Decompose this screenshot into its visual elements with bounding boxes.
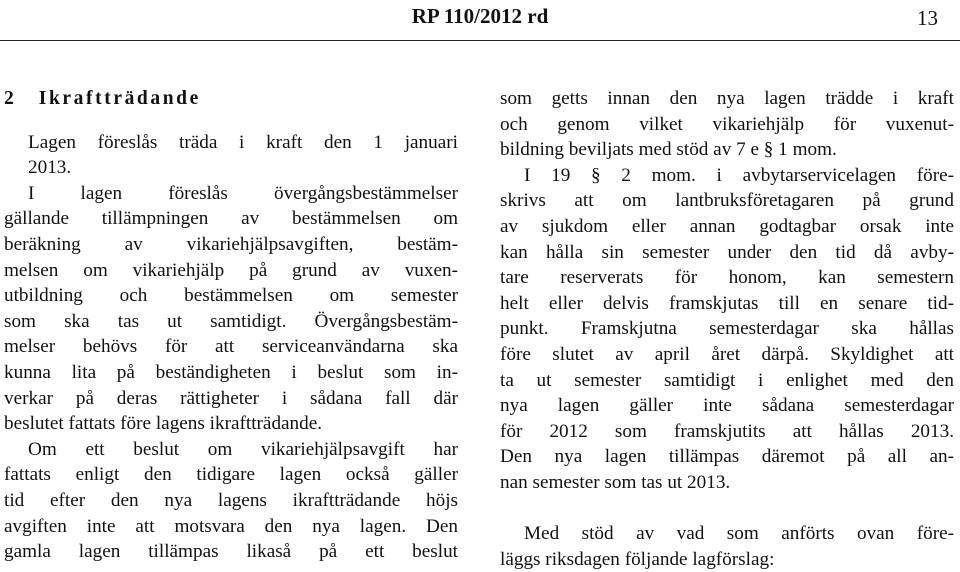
section-title: Ikraftträdande [38, 88, 201, 109]
paragraph-line: avgiften inte att motsvara den nya lagen. Den [4, 515, 458, 537]
paragraph-line: beräkning av vikariehjälpsavgiften, bestäm- [4, 233, 458, 255]
paragraph-line: Om ett beslut om vikariehjälpsavgift har [28, 438, 458, 460]
paragraph-line: nan semester som tas ut 2013. [500, 471, 731, 493]
paragraph-line: Lagen föreslås träda i kraft den 1 januari [28, 131, 458, 153]
paragraph-line: av sjukdom eller annan godtagbar orsak inte [500, 215, 954, 237]
paragraph-line: fattats enligt den tidigare lagen också gäller [4, 464, 458, 486]
paragraph-line: utbildning och bestämmelsen om semester [4, 285, 458, 307]
section-heading [4, 86, 458, 112]
paragraph-line: melser behövs för att serviceanvändarna ska [4, 336, 458, 358]
spacer [4, 112, 458, 130]
spacer [500, 496, 954, 522]
paragraph-line: och genom vilket vikariehjälp för vuxenut- [500, 113, 954, 135]
paragraph-line: nya lagen gäller inte sådana semesterdagar [500, 395, 954, 417]
page-number: 13 [917, 6, 938, 30]
paragraph-line: kan hålla sin semester under den tid då avby- [500, 241, 954, 263]
left-column [4, 86, 458, 565]
paragraph-line: beslutet fattats före lagens ikraftträdande. [4, 413, 323, 435]
paragraph-line: bildning beviljats med stöd av 7 e § 1 mom. [500, 139, 837, 161]
paragraph-line: melsen om vikariehjälp på grund av vuxen- [4, 259, 458, 281]
paragraph-line: som ska tas ut samtidigt. Övergångsbestäm- [4, 310, 458, 332]
document-title: RP 110/2012 rd [411, 4, 549, 28]
paragraph-line: helt eller delvis framskjutas till en senare tid- [500, 292, 954, 314]
paragraph-line: Den nya lagen tillämpas däremot på all an- [500, 446, 954, 468]
paragraph-line: I lagen föreslås övergångsbestämmelser [28, 182, 458, 204]
closing-line: läggs riksdagen följande lagförslag: [500, 548, 775, 570]
paragraph-line: som getts innan den nya lagen trädde i kraft [500, 88, 954, 109]
section-number: 2 [4, 88, 17, 109]
paragraph-line: tid efter den nya lagens ikraftträdande höjs [4, 489, 458, 511]
paragraph-line: gällande tillämpningen av bestämmelsen om [4, 208, 458, 230]
paragraph-line: 2013. [28, 157, 72, 179]
right-column [500, 86, 954, 572]
paragraph-line: I 19 § 2 mom. i avbytarservicelagen före- [524, 164, 954, 186]
paragraph-line: punkt. Framskjutna semesterdagar ska hållas [500, 318, 954, 340]
header-divider [0, 40, 960, 41]
paragraph-line: skrivs att om lantbruksföretagaren på grund [500, 190, 954, 212]
paragraph-line: kunna lita på beständigheten i beslut som in- [4, 361, 458, 383]
paragraph-line: ta ut semester samtidigt i enlighet med den [500, 369, 954, 391]
paragraph-line: före slutet av april året därpå. Skyldighet att [500, 343, 954, 365]
closing-line: Med stöd av vad som anförts ovan före- [524, 523, 954, 545]
paragraph-line: tare reserverats för honom, kan semestern [500, 267, 954, 289]
paragraph-line: gamla lagen tillämpas likaså på ett beslut [4, 541, 458, 563]
paragraph-line: för 2012 som framskjutits att hållas 2013. [500, 420, 954, 442]
paragraph-line: verkar på deras rättigheter i sådana fall där [4, 387, 458, 409]
